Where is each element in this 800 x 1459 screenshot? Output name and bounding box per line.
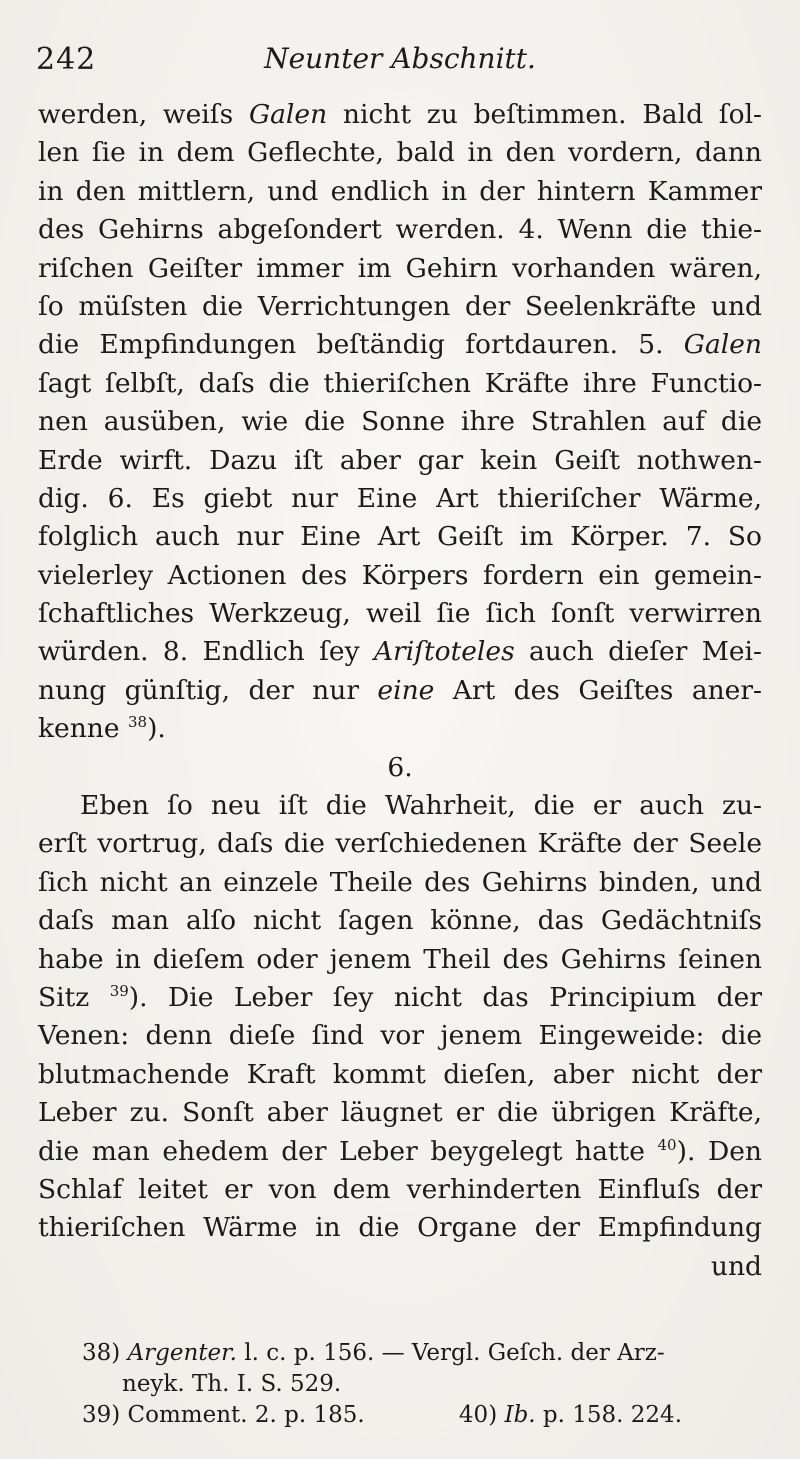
name-galen: Galen [683, 329, 762, 361]
text-line: folglich auch nur Eine Art Geiſt im Körper. 7. So [38, 521, 762, 553]
text-line: die man ehedem der Leber beygelegt hatte $^{40}$). Den [38, 1135, 762, 1167]
footnote-ref: 38 [127, 713, 148, 732]
text-line: Venen: denn dieſe ſind vor jenem Eingeweide: die [38, 1020, 762, 1052]
text-line: blutmachende Kraft kommt dieſen, aber nicht der [38, 1058, 762, 1090]
text-line: die Empfindungen beſtändig fortdauren. 5. Galen [38, 329, 762, 361]
text-line: riſchen Geiſter immer im Gehirn vorhanden wären, [38, 252, 762, 284]
text-line: in den mittlern, und endlich in der hintern Kammer [38, 175, 762, 207]
footnote-row [82, 1400, 682, 1431]
name-galen: Galen [248, 99, 328, 130]
text-line: werden, weiſs Galen nicht zu beſtimmen. Bald ſol- [38, 99, 763, 130]
section-number: 6. [387, 751, 413, 783]
catchword: und [710, 1250, 762, 1282]
text-line: vielerley Actionen des Körpers fordern ein gemein- [38, 559, 762, 591]
text-line: thieriſchen Wärme in die Organe der Empfindung [38, 1212, 762, 1244]
emphasis-eine: eine [377, 674, 435, 706]
running-title: Neunter Abschnitt. [264, 42, 536, 75]
text-line: nen ausüben, wie die Sonne ihre Strahlen auf die [38, 406, 762, 438]
text-line: nung günſtig, der nur eine Art des Geiſtes aner- [38, 674, 762, 706]
text-line: ſich nicht an einzele Theile des Gehirns binden, und [38, 866, 762, 898]
text-line: len ſie in dem Geflechte, bald in den vordern, dann [38, 137, 762, 169]
text-line: des Gehirns abgeſondert werden. 4. Wenn die thie- [38, 214, 762, 246]
footnotes [82, 1338, 764, 1431]
text-line: habe in dieſem oder jenem Theil des Gehirns ſeinen [38, 943, 762, 975]
name-aristoteles: Ariſtoteles [373, 636, 515, 668]
text-line: Leber zu. Sonſt aber läugnet er die übrigen Kräfte, [38, 1097, 762, 1129]
footnote-40: 40) Ib. p. 158. 224. [458, 1402, 682, 1428]
text-line: erſt vortrug, daſs die verſchiedenen Kräfte der Seele [38, 828, 762, 860]
text-line: Sitz $^{39}$). Die Leber ſey nicht das Principium der [38, 981, 762, 1013]
text-line: ſagt ſelbſt, daſs die thieriſchen Kräfte ihre Functio- [38, 367, 762, 399]
running-head [30, 42, 770, 82]
footnote-38-continued: neyk. Th. I. S. 529. [122, 1371, 342, 1397]
text-line: daſs man alſo nicht ſagen könne, das Gedächtniſs [38, 905, 762, 937]
footnote-ref: 39 [109, 981, 129, 1000]
text-line: Erde wirft. Dazu iſt aber gar kein Geiſt nothwen- [38, 444, 762, 476]
text-line: dig. 6. Es giebt nur Eine Art thieriſcher Wärme, [38, 482, 762, 514]
footnote-39: 39) Comment. 2. p. 185. [82, 1402, 365, 1428]
text-line: ſchaftliches Werkzeug, weil ſie ſich ſonſt verwirren [38, 598, 762, 630]
footnote-38: 38) Argenter. l. c. p. 156. — Vergl. Geſch. der Arz- [82, 1340, 665, 1366]
text-line: würden. 8. Endlich ſey Ariſtoteles auch dieſer Mei- [38, 636, 762, 668]
body-text [38, 96, 762, 1286]
text-line: Schlaf leitet er von dem verhinderten Einfluſs der [38, 1173, 762, 1205]
footnote-ref: 40 [657, 1135, 677, 1154]
text-line: Eben ſo neu iſt die Wahrheit, die er auch zu- [80, 790, 762, 822]
page-number: 242 [36, 42, 97, 77]
text-line: kenne $^{38}$). [38, 713, 166, 745]
text-line: ſo müſsten die Verrichtungen der Seelenkräfte und [38, 290, 762, 322]
